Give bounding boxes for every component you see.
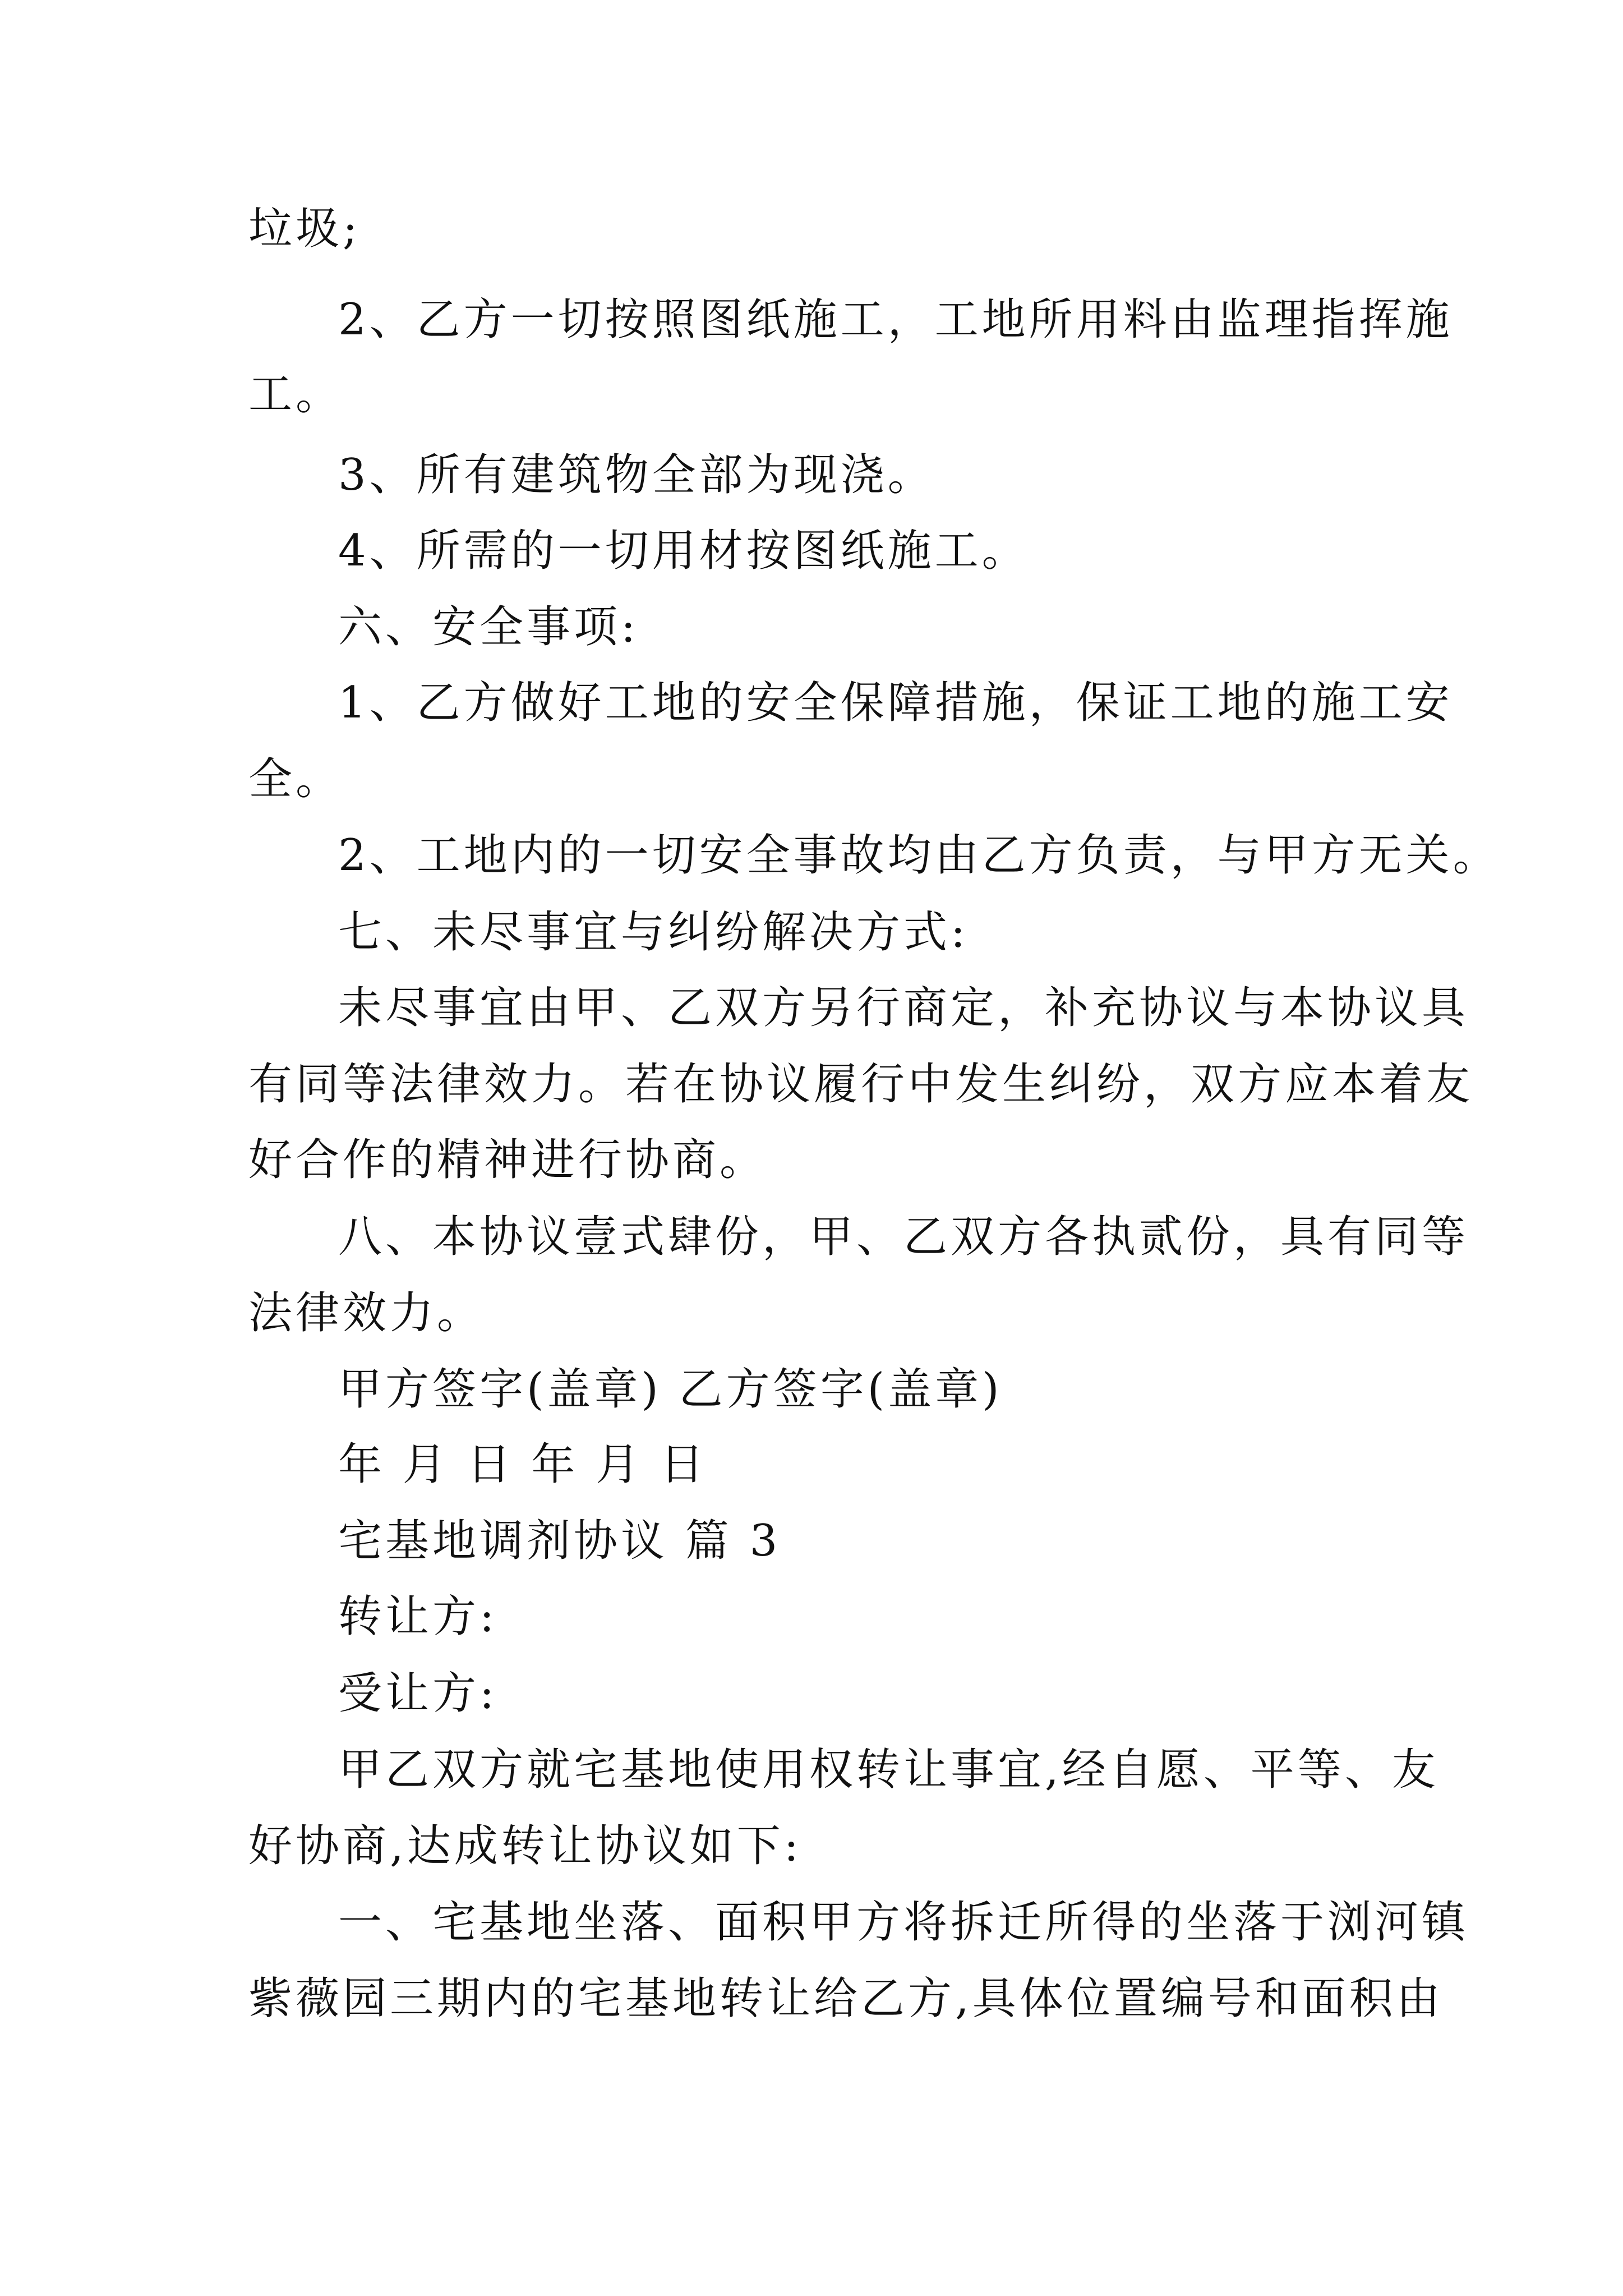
date-line: 年 月 日 年 月 日	[338, 1439, 707, 1490]
text-line: 垃圾;	[248, 204, 361, 254]
text-line: 一、宅基地坐落、面积甲方将拆迁所得的坐落于浏河镇	[338, 1897, 1469, 1948]
text-line: 2、工地内的一切安全事故均由乙方负责，与甲方无关。	[338, 830, 1500, 881]
text-line: 1、乙方做好工地的安全保障措施，保证工地的施工安	[338, 678, 1453, 728]
section-heading: 七、未尽事宜与纠纷解决方式:	[338, 907, 969, 958]
text-line: 工。	[248, 369, 343, 420]
text-line: 紫薇园三期内的宅基地转让给乙方,具体位置编号和面积由	[248, 1973, 1444, 2024]
text-line: 2、乙方一切按照图纸施工，工地所用料由监理指挥施	[338, 295, 1453, 345]
text-line: 法律效力。	[248, 1288, 485, 1338]
section-heading: 六、安全事项:	[338, 602, 639, 652]
text-line: 有同等法律效力。若在协议履行中发生纠纷，双方应本着友	[248, 1059, 1474, 1110]
text-line: 4、所需的一切用材按图纸施工。	[338, 526, 1029, 576]
section-title: 宅基地调剂协议 篇 3	[338, 1516, 781, 1566]
text-line: 八、本协议壹式肆份，甲、乙双方各执贰份，具有同等	[338, 1212, 1469, 1262]
text-line: 甲乙双方就宅基地使用权转让事宜,经自愿、平等、友	[338, 1745, 1439, 1795]
field-label: 受让方:	[338, 1668, 498, 1719]
text-line: 未尽事宜由甲、乙双方另行商定，补充协议与本协议具	[338, 983, 1469, 1033]
text-line: 好协商,达成转让协议如下:	[248, 1821, 803, 1871]
text-line: 3、所有建筑物全部为现浇。	[338, 450, 935, 500]
field-label: 转让方:	[338, 1591, 498, 1642]
text-line: 好合作的精神进行协商。	[248, 1135, 767, 1185]
text-line: 全。	[248, 754, 343, 804]
signature-line: 甲方签字(盖章) 乙方签字(盖章)	[338, 1364, 1003, 1415]
